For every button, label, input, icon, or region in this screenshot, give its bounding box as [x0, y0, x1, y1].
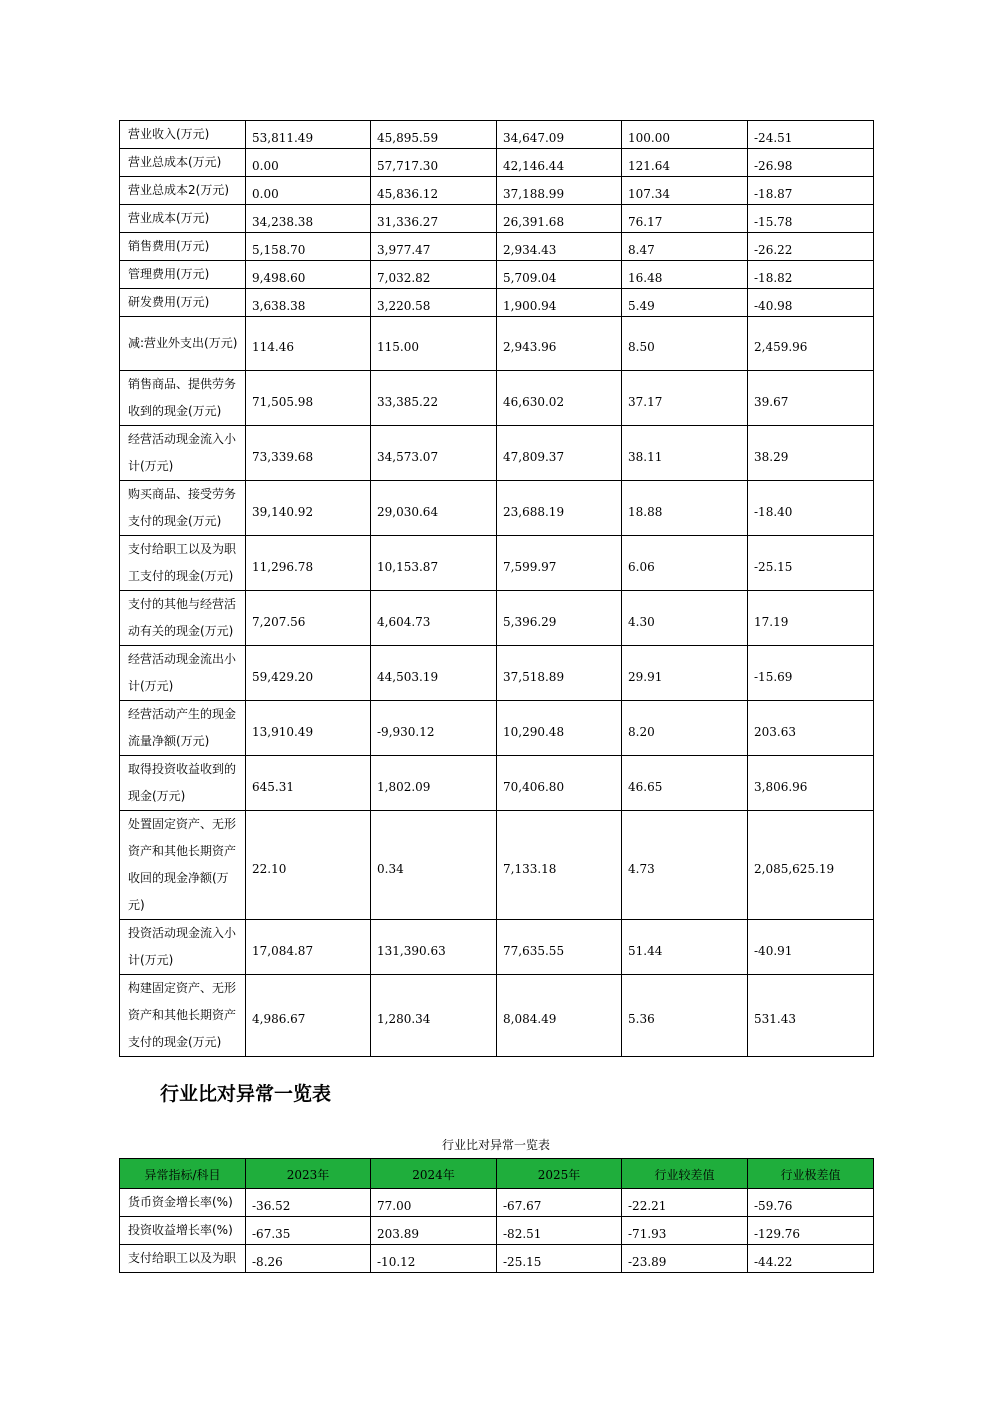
value-cell: [622, 481, 748, 536]
table-row: [120, 920, 874, 975]
value-cell: [497, 233, 622, 261]
table-row: [120, 317, 874, 371]
cell-value: 29.91: [628, 669, 663, 684]
value-cell: [748, 289, 874, 317]
value-cell: [371, 426, 497, 481]
cell-value: 5.36: [628, 1012, 655, 1026]
cell-value: 5,158.70: [252, 243, 306, 257]
value-cell: [622, 536, 748, 591]
table-row: [120, 591, 874, 646]
cell-value: 5.49: [628, 299, 655, 313]
row-label: 构建固定资产、无形资产和其他长期资产支付的现金(万元): [120, 975, 246, 1057]
value-cell: [246, 233, 371, 261]
value-cell: [497, 975, 622, 1057]
cell-value: 3,638.38: [252, 299, 306, 313]
cell-value: -18.40: [754, 504, 793, 519]
cell-value: 8.50: [628, 340, 655, 354]
row-label: 处置固定资产、无形资产和其他长期资产收回的现金净额(万元): [120, 811, 246, 920]
cell-value: 51.44: [628, 943, 663, 958]
value-cell: [246, 261, 371, 289]
value-cell: [497, 426, 622, 481]
row-label: 减:营业外支出(万元): [120, 317, 246, 371]
cell-value: 34,238.38: [252, 215, 314, 229]
header-2025-label: 2025年: [537, 1168, 581, 1182]
value-cell: [246, 317, 371, 371]
value-cell: [246, 920, 371, 975]
value-cell: [748, 1189, 874, 1217]
cell-value: 0.00: [252, 187, 279, 201]
table-row: [120, 177, 874, 205]
cell-value: 3,977.47: [377, 243, 431, 257]
cell-value: 121.64: [628, 159, 670, 173]
cell-value: -129.76: [754, 1227, 801, 1241]
table-row: [120, 975, 874, 1057]
value-cell: [497, 1245, 622, 1273]
header-metric-label: 异常指标/科目: [144, 1168, 221, 1182]
value-cell: [371, 177, 497, 205]
value-cell: [371, 1217, 497, 1245]
value-cell: [371, 591, 497, 646]
value-cell: [622, 261, 748, 289]
value-cell: [622, 233, 748, 261]
value-cell: [497, 701, 622, 756]
value-cell: [371, 701, 497, 756]
cell-value: 42,146.44: [503, 159, 565, 173]
cell-value: 1,900.94: [503, 299, 557, 313]
cell-value: 114.46: [252, 340, 294, 354]
row-label: 取得投资收益收到的现金(万元): [120, 756, 246, 811]
cell-value: 70,406.80: [503, 779, 565, 794]
value-cell: [246, 1245, 371, 1273]
financial-data-table-body: [120, 121, 874, 1057]
cell-value: 203.89: [377, 1227, 419, 1241]
table-row: [120, 701, 874, 756]
financial-data-table: [119, 120, 874, 1057]
row-label: 营业总成本(万元): [120, 149, 246, 177]
cell-value: 10,153.87: [377, 559, 439, 574]
value-cell: [748, 920, 874, 975]
value-cell: [748, 591, 874, 646]
row-label: 经营活动产生的现金流量净额(万元): [120, 701, 246, 756]
value-cell: [371, 975, 497, 1057]
cell-value: 107.34: [628, 187, 670, 201]
value-cell: [371, 756, 497, 811]
cell-value: -9,930.12: [377, 724, 435, 739]
cell-value: -18.87: [754, 187, 793, 201]
value-cell: [371, 289, 497, 317]
cell-value: 2,934.43: [503, 243, 557, 257]
value-cell: [622, 1189, 748, 1217]
table-row: [120, 646, 874, 701]
value-cell: [622, 701, 748, 756]
cell-value: 46,630.02: [503, 394, 565, 409]
cell-value: 57,717.30: [377, 159, 439, 173]
cell-value: 39.67: [754, 394, 789, 409]
value-cell: [497, 536, 622, 591]
value-cell: [622, 121, 748, 149]
cell-value: 10,290.48: [503, 724, 565, 739]
cell-value: 8.20: [628, 724, 655, 739]
value-cell: [371, 920, 497, 975]
value-cell: [246, 149, 371, 177]
value-cell: [622, 205, 748, 233]
value-cell: [748, 149, 874, 177]
cell-value: -25.15: [754, 559, 793, 574]
cell-value: -24.51: [754, 131, 793, 145]
value-cell: [497, 317, 622, 371]
value-cell: [246, 646, 371, 701]
value-cell: [497, 149, 622, 177]
cell-value: 77.00: [377, 1199, 412, 1213]
row-label: 投资收益增长率(%): [120, 1217, 246, 1245]
header-2024-label: 2024年: [412, 1168, 455, 1182]
cell-value: 11,296.78: [252, 559, 314, 574]
value-cell: [246, 536, 371, 591]
table-row: [120, 261, 874, 289]
row-label: 支付给职工以及为职工支付的现金(万元): [120, 536, 246, 591]
header-2023-label: 2023年: [286, 1168, 330, 1182]
value-cell: [246, 811, 371, 920]
cell-value: 33,385.22: [377, 394, 439, 409]
value-cell: [497, 1189, 622, 1217]
cell-value: 23,688.19: [503, 504, 565, 519]
row-label: 管理费用(万元): [120, 261, 246, 289]
cell-value: -15.78: [754, 215, 793, 229]
cell-value: 31,336.27: [377, 215, 439, 229]
value-cell: [497, 205, 622, 233]
value-cell: [246, 426, 371, 481]
value-cell: [622, 646, 748, 701]
value-cell: [622, 289, 748, 317]
cell-value: 77,635.55: [503, 943, 565, 958]
value-cell: [371, 371, 497, 426]
cell-value: 0.00: [252, 159, 279, 173]
cell-value: -59.76: [754, 1199, 793, 1213]
cell-value: 73,339.68: [252, 449, 314, 464]
anomaly-table-row: [120, 1217, 874, 1245]
value-cell: [748, 121, 874, 149]
table-row: [120, 426, 874, 481]
industry-anomaly-table: [119, 1158, 874, 1273]
value-cell: [371, 481, 497, 536]
cell-value: -25.15: [503, 1255, 542, 1269]
cell-value: -15.69: [754, 669, 793, 684]
cell-value: 18.88: [628, 504, 663, 519]
cell-value: 2,085,625.19: [754, 861, 835, 876]
value-cell: [246, 701, 371, 756]
value-cell: [622, 371, 748, 426]
value-cell: [246, 121, 371, 149]
value-cell: [622, 177, 748, 205]
row-label: 购买商品、接受劳务支付的现金(万元): [120, 481, 246, 536]
cell-value: 4,986.67: [252, 1012, 306, 1026]
cell-value: 2,459.96: [754, 340, 808, 354]
value-cell: [246, 289, 371, 317]
cell-value: 1,280.34: [377, 1012, 431, 1026]
value-cell: [371, 317, 497, 371]
cell-value: 100.00: [628, 131, 670, 145]
cell-value: -44.22: [754, 1255, 793, 1269]
value-cell: [371, 536, 497, 591]
value-cell: [748, 481, 874, 536]
value-cell: [748, 811, 874, 920]
value-cell: [748, 233, 874, 261]
row-label: 支付给职工以及为职: [120, 1245, 246, 1273]
value-cell: [622, 426, 748, 481]
value-cell: [497, 920, 622, 975]
cell-value: -36.52: [252, 1199, 291, 1213]
value-cell: [246, 177, 371, 205]
cell-value: 45,895.59: [377, 131, 439, 145]
value-cell: [246, 1217, 371, 1245]
cell-value: 203.63: [754, 724, 796, 739]
cell-value: 17.19: [754, 614, 789, 629]
cell-value: -71.93: [628, 1227, 667, 1241]
value-cell: [371, 233, 497, 261]
value-cell: [246, 205, 371, 233]
header-cell-2025: [497, 1159, 622, 1189]
table-row: [120, 289, 874, 317]
value-cell: [371, 149, 497, 177]
value-cell: [622, 811, 748, 920]
value-cell: [748, 1245, 874, 1273]
cell-value: -67.67: [503, 1199, 542, 1213]
table-row: [120, 149, 874, 177]
cell-value: 46.65: [628, 779, 663, 794]
header-cell-industry-extreme: [748, 1159, 874, 1189]
value-cell: [497, 811, 622, 920]
cell-value: 5,709.04: [503, 271, 557, 285]
cell-value: -67.35: [252, 1227, 291, 1241]
value-cell: [748, 205, 874, 233]
value-cell: [622, 149, 748, 177]
cell-value: 53,811.49: [252, 131, 314, 145]
value-cell: [371, 811, 497, 920]
value-cell: [748, 426, 874, 481]
cell-value: 7,032.82: [377, 271, 431, 285]
value-cell: [748, 261, 874, 289]
value-cell: [371, 261, 497, 289]
value-cell: [748, 646, 874, 701]
cell-value: -8.26: [252, 1255, 283, 1269]
anomaly-table-body: [120, 1189, 874, 1273]
value-cell: [497, 1217, 622, 1245]
header-cell-industry-worse: [622, 1159, 748, 1189]
row-label: 货币资金增长率(%): [120, 1189, 246, 1217]
row-label: 营业成本(万元): [120, 205, 246, 233]
value-cell: [371, 1245, 497, 1273]
value-cell: [246, 975, 371, 1057]
value-cell: [497, 289, 622, 317]
row-label: 销售费用(万元): [120, 233, 246, 261]
row-label: 支付的其他与经营活动有关的现金(万元): [120, 591, 246, 646]
cell-value: 37,518.89: [503, 669, 565, 684]
section-heading: 行业比对异常一览表: [160, 1083, 332, 1105]
cell-value: -10.12: [377, 1255, 416, 1269]
value-cell: [748, 975, 874, 1057]
cell-value: 16.48: [628, 271, 663, 285]
table-row: [120, 481, 874, 536]
anomaly-table-caption: 行业比对异常一览表: [441, 1138, 550, 1152]
cell-value: -40.91: [754, 943, 793, 958]
cell-value: -82.51: [503, 1227, 542, 1241]
cell-value: 44,503.19: [377, 669, 439, 684]
value-cell: [371, 1189, 497, 1217]
cell-value: 22.10: [252, 861, 287, 876]
cell-value: 4.30: [628, 614, 655, 629]
row-label: 营业收入(万元): [120, 121, 246, 149]
cell-value: 5,396.29: [503, 614, 557, 629]
value-cell: [246, 481, 371, 536]
cell-value: 39,140.92: [252, 504, 314, 519]
cell-value: 1,802.09: [377, 779, 431, 794]
row-label: 经营活动现金流出小计(万元): [120, 646, 246, 701]
cell-value: 3,220.58: [377, 299, 431, 313]
value-cell: [497, 481, 622, 536]
cell-value: 4.73: [628, 861, 655, 876]
row-label: 营业总成本2(万元): [120, 177, 246, 205]
row-label: 研发费用(万元): [120, 289, 246, 317]
header-industry-extreme-label: 行业极差值: [780, 1168, 841, 1182]
row-label: 经营活动现金流入小计(万元): [120, 426, 246, 481]
value-cell: [497, 121, 622, 149]
value-cell: [371, 205, 497, 233]
value-cell: [497, 591, 622, 646]
value-cell: [748, 371, 874, 426]
table-row: [120, 811, 874, 920]
cell-value: -26.98: [754, 159, 793, 173]
cell-value: 34,573.07: [377, 449, 439, 464]
value-cell: [622, 975, 748, 1057]
value-cell: [497, 371, 622, 426]
cell-value: 0.34: [377, 861, 404, 876]
value-cell: [497, 177, 622, 205]
header-industry-worse-label: 行业较差值: [654, 1168, 715, 1182]
cell-value: 7,599.97: [503, 559, 557, 574]
cell-value: 17,084.87: [252, 943, 314, 958]
value-cell: [246, 371, 371, 426]
value-cell: [622, 591, 748, 646]
value-cell: [748, 756, 874, 811]
value-cell: [371, 121, 497, 149]
value-cell: [246, 756, 371, 811]
cell-value: 531.43: [754, 1012, 796, 1026]
anomaly-table-row: [120, 1189, 874, 1217]
value-cell: [622, 756, 748, 811]
cell-value: -22.21: [628, 1199, 667, 1213]
cell-value: 8.47: [628, 243, 655, 257]
value-cell: [497, 261, 622, 289]
cell-value: 59,429.20: [252, 669, 314, 684]
table-row: [120, 233, 874, 261]
cell-value: 29,030.64: [377, 504, 439, 519]
cell-value: -40.98: [754, 299, 793, 313]
cell-value: -26.22: [754, 243, 793, 257]
value-cell: [748, 1217, 874, 1245]
row-label: 投资活动现金流入小计(万元): [120, 920, 246, 975]
cell-value: 34,647.09: [503, 131, 565, 145]
value-cell: [497, 646, 622, 701]
cell-value: 645.31: [252, 779, 294, 794]
header-cell-metric: [120, 1159, 246, 1189]
anomaly-table-row: [120, 1245, 874, 1273]
value-cell: [622, 1245, 748, 1273]
value-cell: [246, 1189, 371, 1217]
cell-value: 115.00: [377, 340, 419, 354]
cell-value: -18.82: [754, 271, 793, 285]
cell-value: 7,133.18: [503, 861, 557, 876]
cell-value: 7,207.56: [252, 614, 306, 629]
header-cell-2024: [371, 1159, 497, 1189]
value-cell: [748, 701, 874, 756]
cell-value: 37,188.99: [503, 187, 565, 201]
table-row: [120, 205, 874, 233]
cell-value: 26,391.68: [503, 215, 565, 229]
cell-value: 2,943.96: [503, 340, 557, 354]
cell-value: 37.17: [628, 394, 663, 409]
table-row: [120, 756, 874, 811]
cell-value: 9,498.60: [252, 271, 306, 285]
cell-value: 76.17: [628, 215, 663, 229]
value-cell: [246, 591, 371, 646]
value-cell: [622, 1217, 748, 1245]
cell-value: 47,809.37: [503, 449, 565, 464]
cell-value: 13,910.49: [252, 724, 314, 739]
cell-value: 45,836.12: [377, 187, 439, 201]
cell-value: 38.11: [628, 449, 663, 464]
row-label: 销售商品、提供劳务收到的现金(万元): [120, 371, 246, 426]
cell-value: -23.89: [628, 1255, 667, 1269]
cell-value: 38.29: [754, 449, 789, 464]
table-row: [120, 536, 874, 591]
anomaly-table-header-row: [120, 1159, 874, 1189]
value-cell: [748, 536, 874, 591]
value-cell: [497, 756, 622, 811]
value-cell: [371, 646, 497, 701]
table-row: [120, 371, 874, 426]
header-cell-2023: [246, 1159, 371, 1189]
cell-value: 8,084.49: [503, 1012, 557, 1026]
cell-value: 3,806.96: [754, 779, 808, 794]
value-cell: [622, 920, 748, 975]
cell-value: 71,505.98: [252, 394, 314, 409]
value-cell: [748, 317, 874, 371]
cell-value: 4,604.73: [377, 614, 431, 629]
cell-value: 6.06: [628, 559, 655, 574]
value-cell: [748, 177, 874, 205]
table-row: [120, 121, 874, 149]
value-cell: [622, 317, 748, 371]
cell-value: 131,390.63: [377, 943, 446, 958]
